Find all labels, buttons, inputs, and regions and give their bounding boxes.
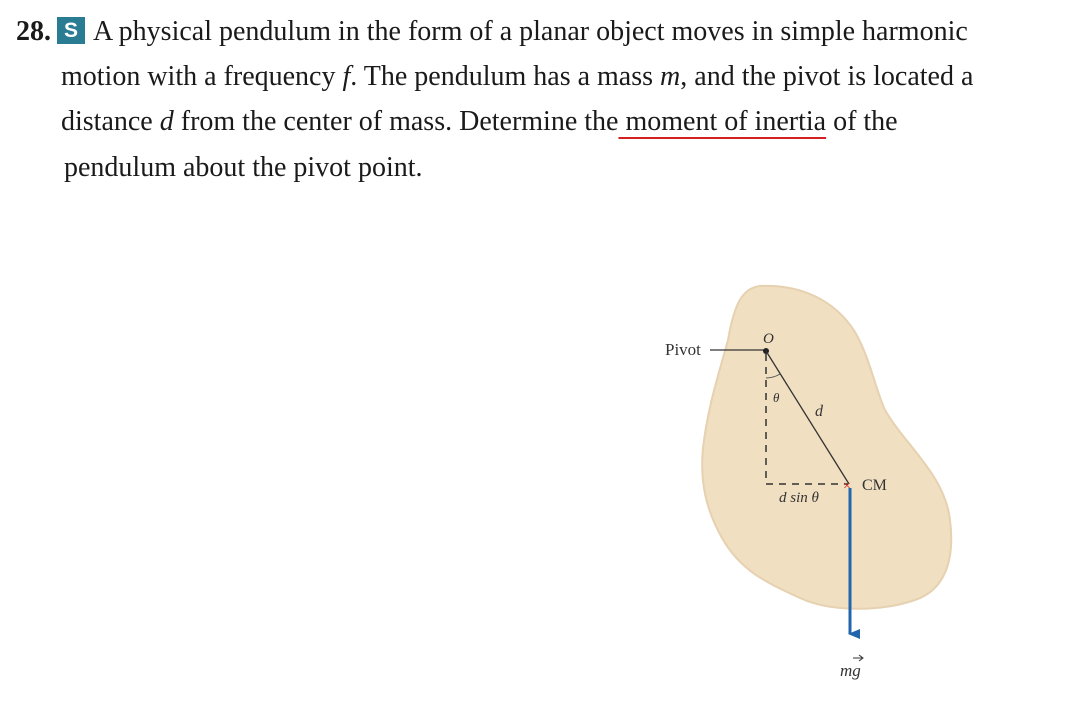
origin-label: O [763,331,774,347]
theta-label: θ [773,390,780,405]
var-f: f [342,61,351,92]
text-segment: from the center of mass. Determine the [173,106,619,137]
moment-of-inertia-underlined: moment of inertia [618,106,827,137]
d-label: d [815,403,823,420]
force-label: mg [840,661,861,680]
text-segment: of the [826,106,898,137]
s-badge-icon: S [57,17,85,44]
problem-text-1: A physical pendulum in the form of a planar object moves in simple harmonic [93,16,968,47]
text-segment: motion with a frequency [61,61,343,92]
dsin-theta-label: d sin θ [779,490,819,506]
cm-label: CM [862,477,887,494]
text-segment: pendulum about the pivot point. [64,152,423,183]
var-m: m [660,61,681,92]
text-segment: . The pendulum has a mass [350,61,661,92]
text-segment: , and the pivot is located a [680,61,974,92]
var-d: d [159,106,174,137]
pivot-label: Pivot [665,340,701,359]
problem-number: 28. [16,16,51,47]
cm-marker-icon: × [843,479,851,494]
text-segment: distance [61,106,160,137]
